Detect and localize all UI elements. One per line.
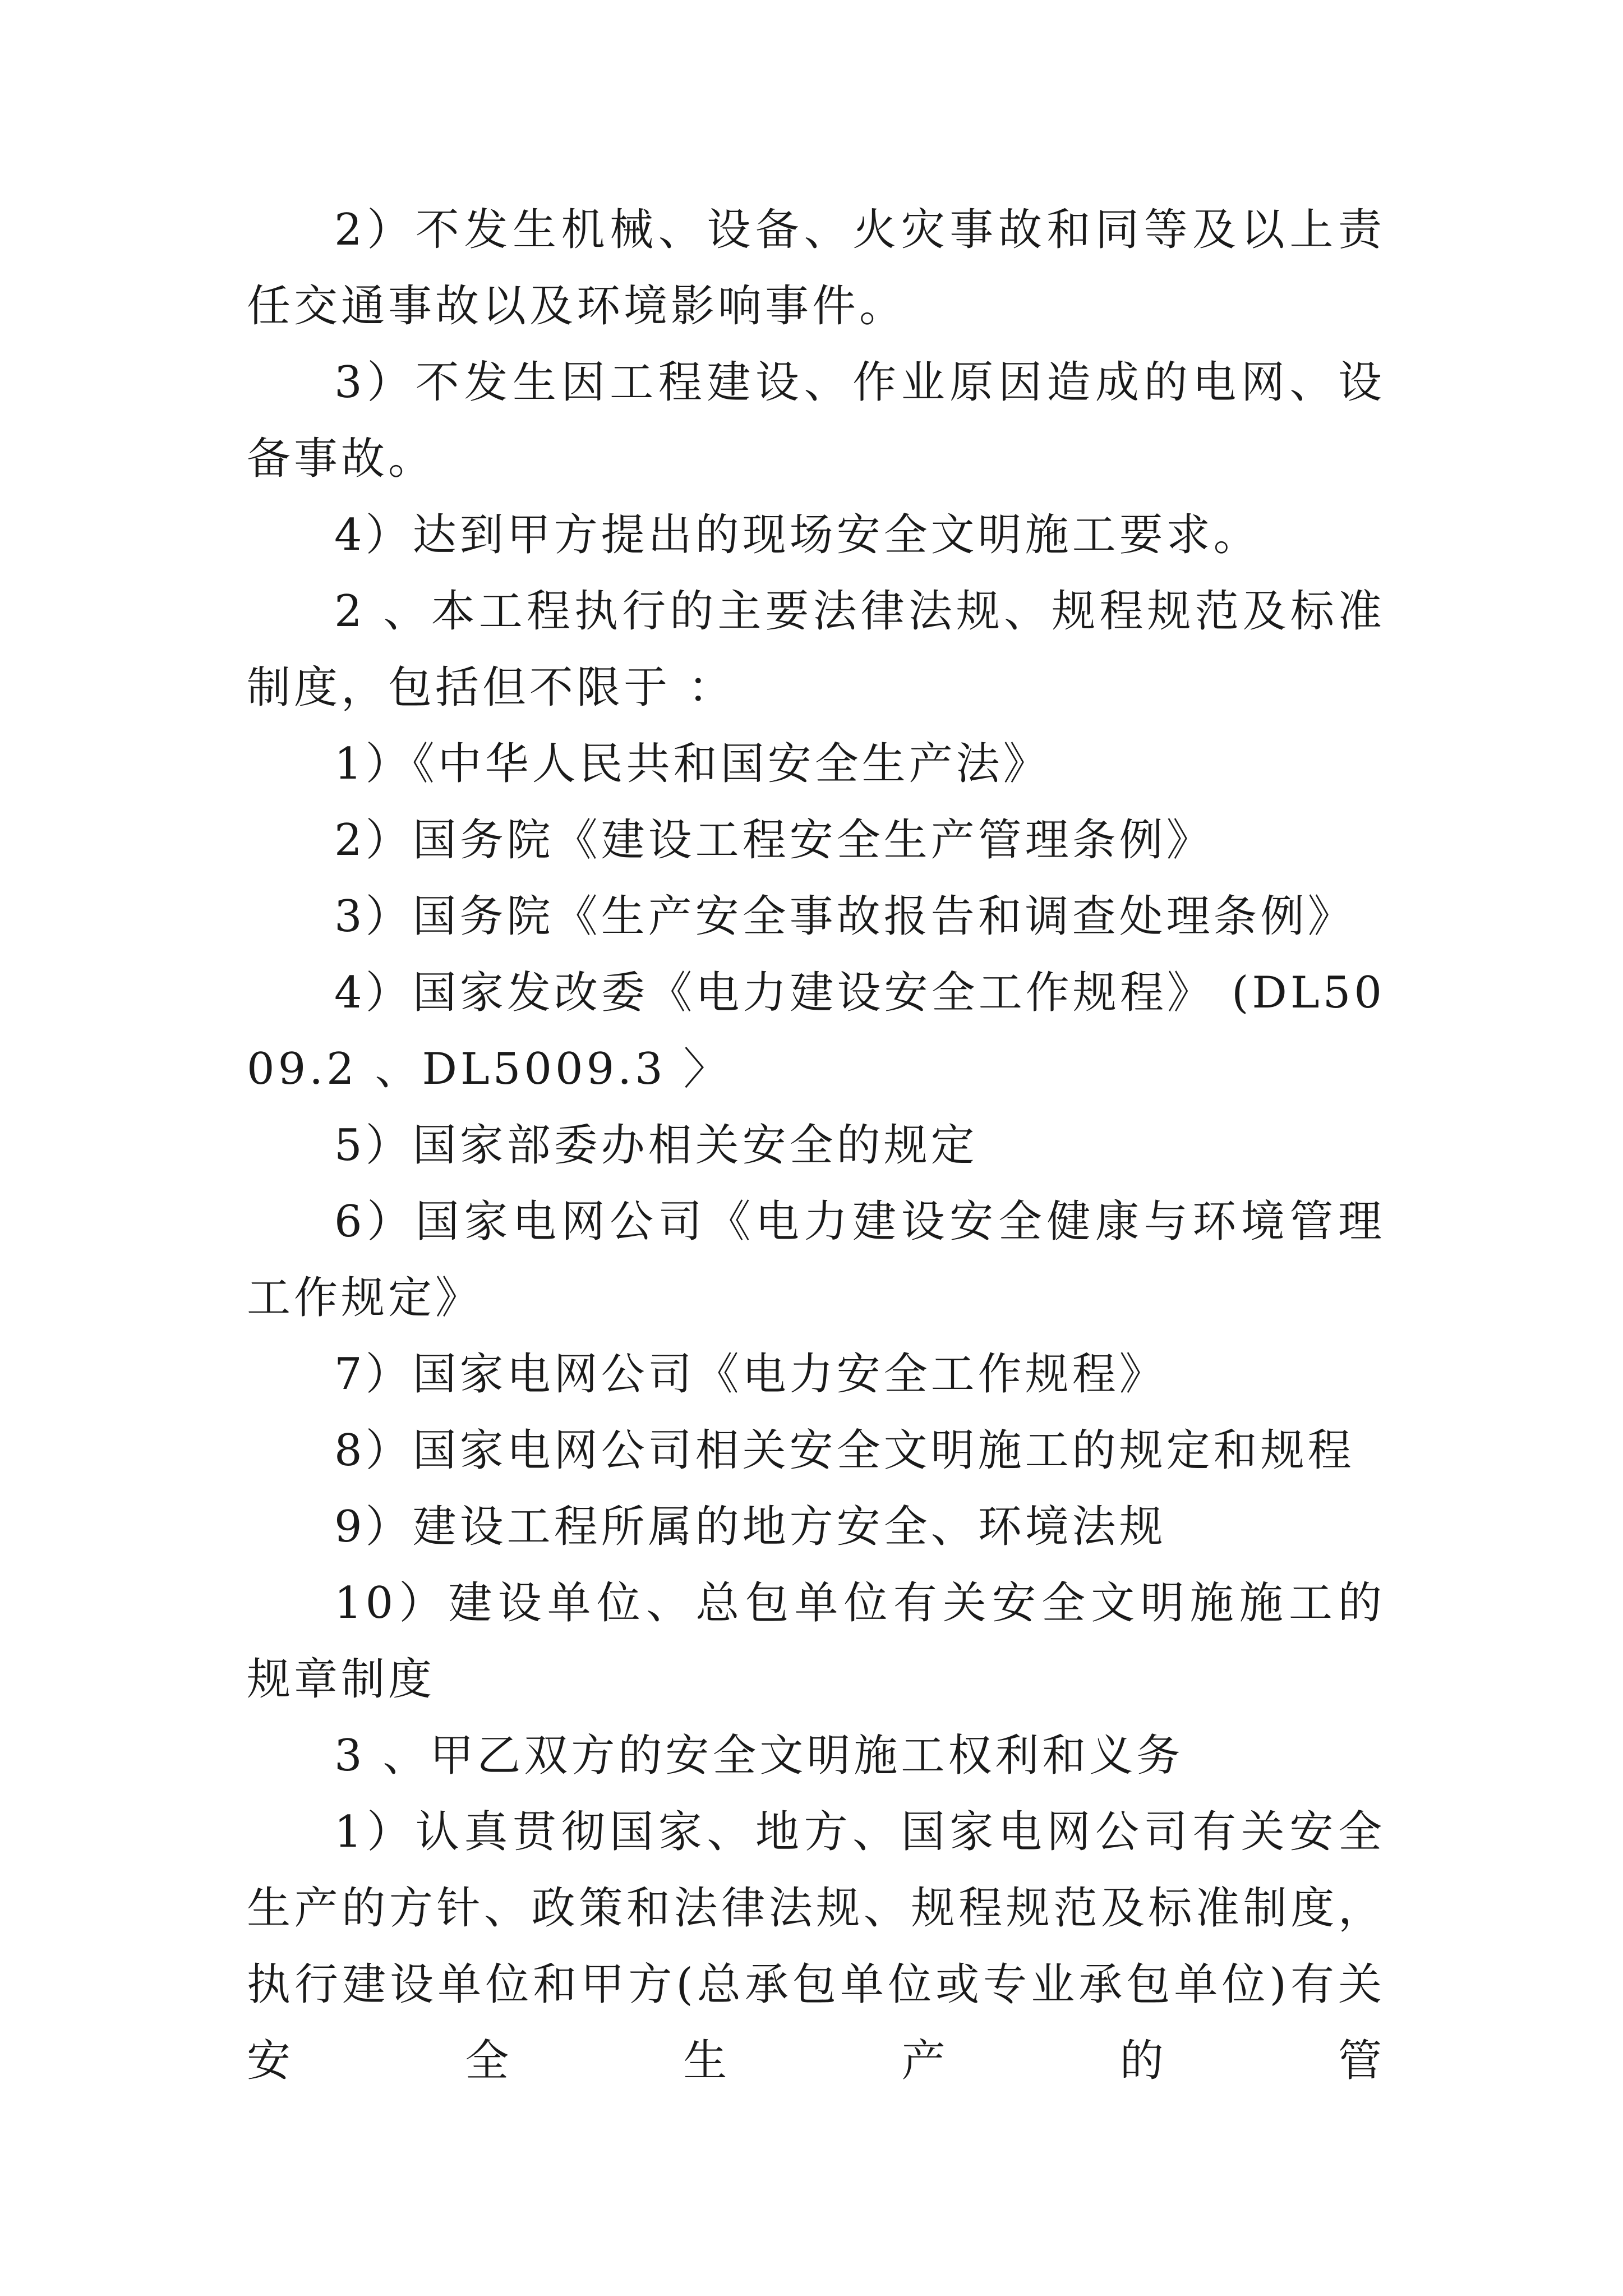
obligation-item-1: 1）认真贯彻国家、地方、国家电网公司有关安全生产的方针、政策和法律法规、规程规范及标准制度，执行建设单位和甲方(总承包单位或专业承包单位)有关安全生产的管: [247, 1807, 1385, 2086]
paragraph-item-2: 2）不发生机械、设备、火灾事故和同等及以上责任交通事故以及环境影响事件。: [247, 205, 1385, 332]
regulation-item-5: 5）国家部委办相关安全的规定: [334, 1120, 978, 1171]
paragraph-item-4: 4）达到甲方提出的现场安全文明施工要求。: [334, 510, 1261, 560]
regulation-item-8: 8）国家电网公司相关安全文明施工的规定和规程: [334, 1425, 1355, 1476]
regulation-item-7: 7）国家电网公司《电力安全工作规程》: [334, 1349, 1166, 1400]
regulation-item-10: 10）建设单位、总包单位有关安全文明施施工的规章制度: [247, 1578, 1385, 1705]
document-body: [247, 192, 1385, 2099]
regulation-item-3: 3）国务院《生产安全事故报告和调查处理条例》: [334, 891, 1355, 942]
regulation-item-9: 9）建设工程所属的地方安全、环境法规: [334, 1502, 1166, 1552]
regulation-item-1: 1）《中华人民共和国安全生产法》: [334, 739, 1050, 789]
section-heading-3: 3 、甲乙双方的安全文明施工权利和义务: [334, 1731, 1184, 1781]
section-heading-2: 2 、本工程执行的主要法律法规、规程规范及标准制度，包括但不限于 ：: [247, 586, 1385, 713]
paragraph-item-3: 3）不发生因工程建设、作业原因造成的电网、设备事故。: [247, 357, 1385, 484]
regulation-item-2: 2）国务院《建设工程安全生产管理条例》: [334, 815, 1214, 866]
regulation-item-4: 4）国家发改委《电力建设安全工作规程》 (DL5009.2 、DL5009.3 〉: [247, 968, 1385, 1094]
regulation-item-6: 6）国家电网公司《电力建设安全健康与环境管理工作规定》: [247, 1197, 1385, 1323]
